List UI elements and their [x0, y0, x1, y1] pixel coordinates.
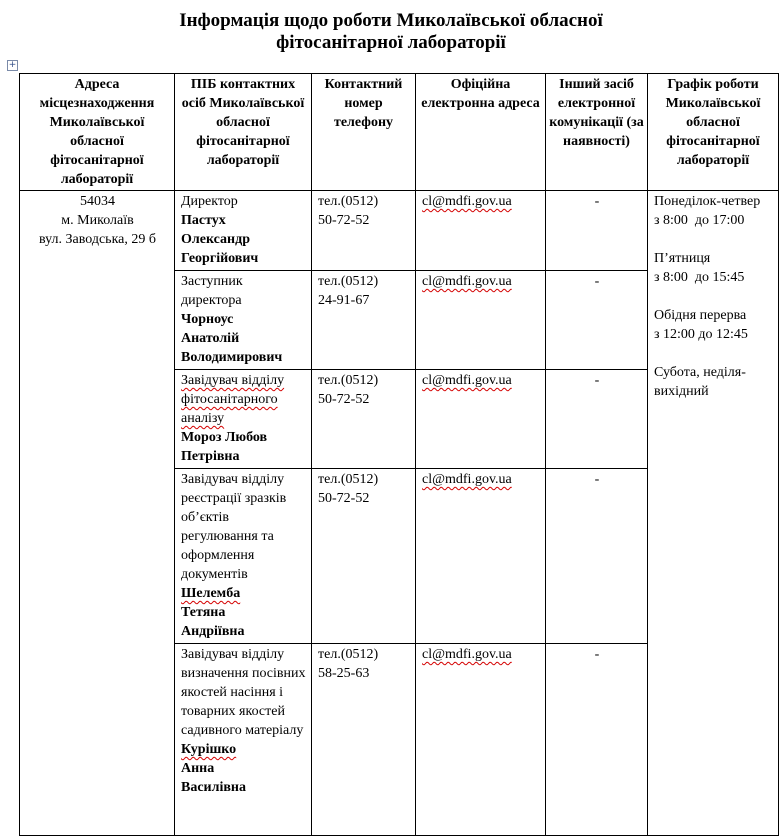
address-postcode: 54034 [80, 194, 115, 209]
phone-number: 58-25-63 [318, 666, 370, 681]
contact-position: Директор [181, 194, 238, 209]
contact-name: Тетяна [181, 605, 226, 620]
table-header-row [20, 74, 779, 191]
phone-code: тел.(0512) [318, 472, 379, 487]
schedule-lunch-hours: з 12:00 до 12:45 [654, 327, 748, 342]
title-line-2: фітосанітарної лабораторії [276, 32, 506, 53]
email-cell [416, 644, 546, 836]
phone-code: тел.(0512) [318, 194, 379, 209]
phone-number: 24-91-67 [318, 293, 370, 308]
contact-cell [175, 271, 312, 370]
email-cell [416, 469, 546, 644]
contact-cell [175, 370, 312, 469]
other-cell: - [546, 271, 648, 370]
header-schedule: Графік роботи Миколаївської обласної фітосанітарної лабораторії [648, 74, 779, 191]
header-other: Інший засіб електронної комунікації (за наявності) [546, 74, 648, 191]
phone-number: 50-72-52 [318, 491, 370, 506]
email-cell [416, 370, 546, 469]
contact-name: Олександр [181, 232, 250, 247]
contact-name: Георгійович [181, 251, 259, 266]
email-link[interactable]: cl@mdfi.gov.ua [422, 373, 512, 388]
table-move-handle-icon[interactable]: + [8, 60, 17, 70]
phone-cell [312, 271, 416, 370]
phone-code: тел.(0512) [318, 274, 379, 289]
contact-name: Шелемба [181, 586, 241, 601]
contact-name: Мороз Любов [181, 430, 268, 445]
contact-position: Завідувач відділу реєстрації зразків об’єктів регулювання та оформлення документів [181, 472, 287, 582]
contact-position: Завідувач відділу фітосанітарного аналізу [181, 373, 285, 426]
schedule-fri-hours: з 8:00 до 15:45 [654, 270, 745, 285]
contact-name: Пастух [181, 213, 226, 228]
phone-cell [312, 469, 416, 644]
header-phone: Контактний номер телефону [312, 74, 416, 191]
contact-name: Петрівна [181, 449, 240, 464]
email-link[interactable]: cl@mdfi.gov.ua [422, 647, 512, 662]
other-cell: - [546, 644, 648, 836]
phone-cell [312, 644, 416, 836]
phone-code: тел.(0512) [318, 647, 379, 662]
contact-name: Анатолій [181, 331, 240, 346]
address-street: вул. Заводська, 29 б [39, 232, 156, 247]
contact-cell [175, 644, 312, 836]
contact-cell [175, 469, 312, 644]
title-line-1: Інформація щодо роботи Миколаївської обласної [179, 10, 603, 31]
other-cell: - [546, 370, 648, 469]
schedule-fri-label: П’ятниця [654, 251, 711, 266]
contact-position: Заступник директора [181, 274, 243, 308]
schedule-weekend: Субота, неділя- вихідний [654, 365, 746, 399]
phone-cell [312, 191, 416, 271]
header-address: Адреса місцезнаходження Миколаївської обласної фітосанітарної лабораторії [20, 74, 175, 191]
header-email: Офіційна електронна адреса [416, 74, 546, 191]
phone-number: 50-72-52 [318, 213, 370, 228]
phone-number: 50-72-52 [318, 392, 370, 407]
schedule-cell [648, 191, 779, 836]
phone-cell [312, 370, 416, 469]
email-link[interactable]: cl@mdfi.gov.ua [422, 472, 512, 487]
contact-name: Василівна [181, 780, 246, 795]
email-link[interactable]: cl@mdfi.gov.ua [422, 274, 512, 289]
contact-cell [175, 191, 312, 271]
contact-name: Чорноус [181, 312, 234, 327]
other-cell: - [546, 191, 648, 271]
lab-info-table [19, 73, 779, 836]
contact-name: Курішко [181, 742, 237, 757]
schedule-mon-thu-label: Понеділок-четвер [654, 194, 761, 209]
schedule-mon-thu-hours: з 8:00 до 17:00 [654, 213, 745, 228]
other-cell: - [546, 469, 648, 644]
address-cell [20, 191, 175, 836]
phone-code: тел.(0512) [318, 373, 379, 388]
header-contacts: ПІБ контактних осіб Миколаївської обласної фітосанітарної лабораторії [175, 74, 312, 191]
schedule-lunch-label: Обідня перерва [654, 308, 747, 323]
contact-name: Володимирович [181, 350, 283, 365]
email-cell [416, 271, 546, 370]
address-city: м. Миколаїв [61, 213, 134, 228]
contact-position: Завідувач відділу визначення посівних якостей насіння і товарних якостей садивного матеріалу [181, 647, 306, 738]
email-cell [416, 191, 546, 271]
document-title [0, 10, 782, 54]
email-link[interactable]: cl@mdfi.gov.ua [422, 194, 512, 209]
contact-name: Анна [181, 761, 215, 776]
table-row [20, 191, 779, 271]
contact-name: Андріївна [181, 624, 245, 639]
